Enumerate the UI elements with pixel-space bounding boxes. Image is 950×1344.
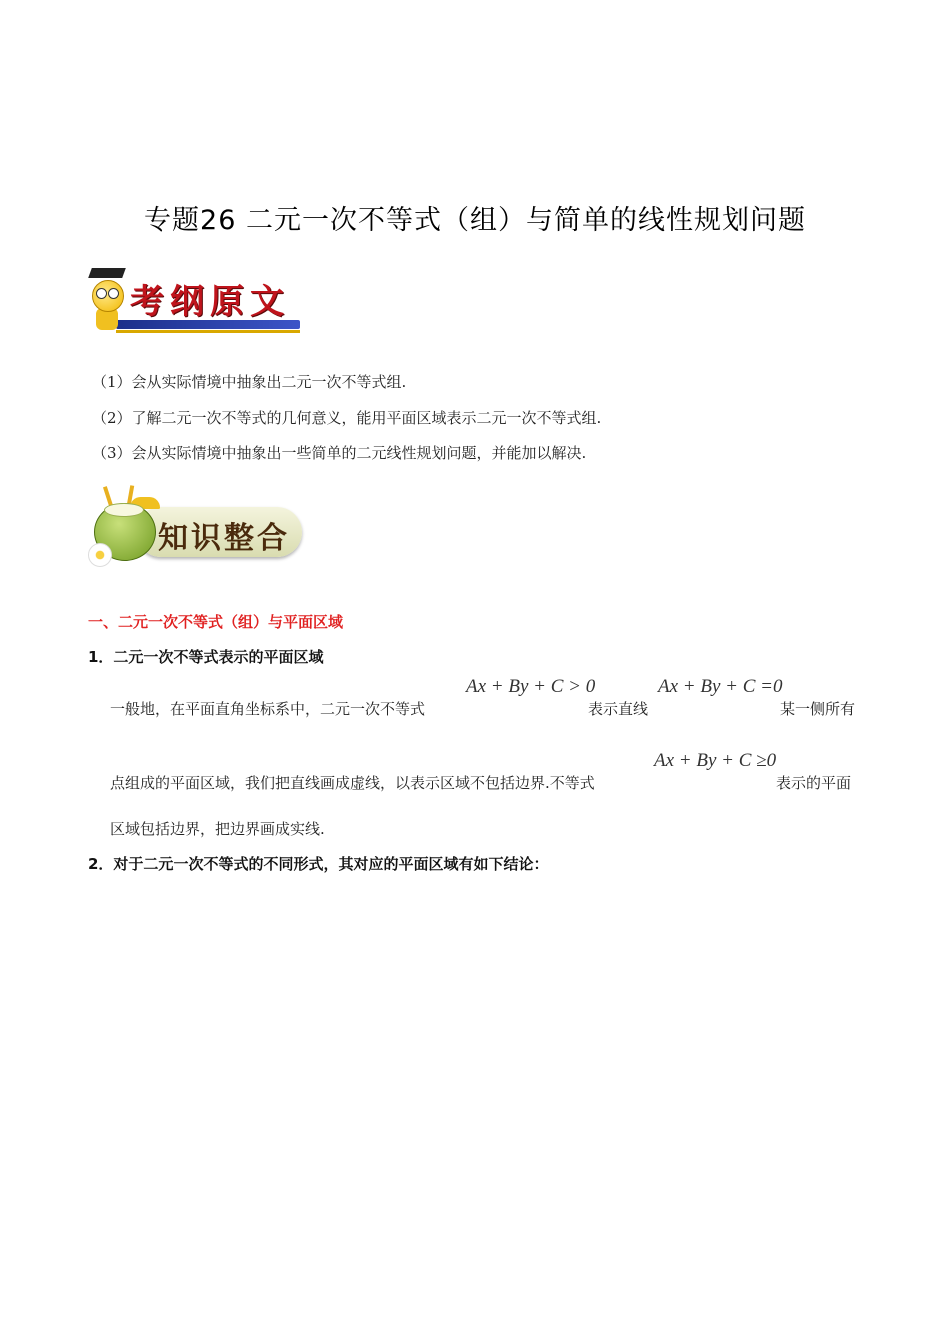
knowledge-banner-label: 知识整合 [158,521,290,556]
subsection-heading-2: 2．对于二元一次不等式的不同形式，其对应的平面区域有如下结论： [88,855,549,873]
paragraph-text: 区域包括边界，把边界画成实线. [110,820,325,838]
subsection-heading-1: 1．二元一次不等式表示的平面区域 [88,648,324,666]
paragraph-text: 某一侧所有 [780,700,856,718]
flower-icon [88,543,112,567]
syllabus-banner-label: 考纲原文 [130,282,290,322]
section-heading: 一、二元一次不等式（组）与平面区域 [88,613,344,631]
outline-item-1: （1）会从实际情境中抽象出二元一次不等式组. [92,373,407,391]
inequality-formula: Ax + By + C > 0 [466,676,596,697]
paragraph-text: 表示的平面 [776,774,852,792]
syllabus-banner [86,264,300,334]
inequality-formula: Ax + By + C ≥0 [654,750,777,771]
paragraph-text: 一般地，在平面直角坐标系中，二元一次不等式 [110,700,426,718]
outline-item-3: （3）会从实际情境中抽象出一些简单的二元线性规划问题，并能加以解决. [92,444,587,462]
knowledge-banner [86,485,304,571]
banner-underline-accent [116,330,300,333]
mascot-eye [108,288,119,299]
page-title: 专题26 二元一次不等式（组）与简单的线性规划问题 [144,205,806,236]
coconut-top [104,503,144,517]
paragraph-text: 表示直线 [588,700,649,718]
outline-item-2: （2）了解二元一次不等式的几何意义，能用平面区域表示二元一次不等式组. [92,409,602,427]
line-equation-formula: Ax + By + C =0 [658,676,783,697]
mascot-eye [96,288,107,299]
paragraph-text: 点组成的平面区域，我们把直线画成虚线，以表示区域不包括边界.不等式 [110,774,595,792]
graduation-cap-icon [88,268,126,278]
